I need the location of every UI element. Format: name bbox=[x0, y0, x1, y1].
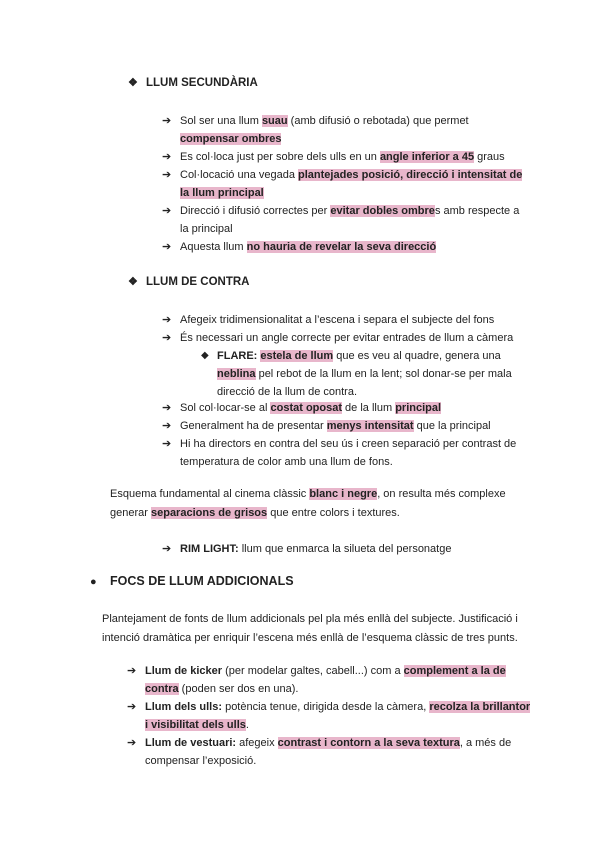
arrow-bullet-icon: ➔ bbox=[162, 332, 172, 344]
text-span: menys intensitat bbox=[326, 420, 414, 432]
text-span: que la principal bbox=[413, 420, 491, 432]
text-span: contrast i contorn a la seva textura bbox=[277, 737, 460, 749]
text-span: potència tenue, dirigida desde la càmera, bbox=[222, 701, 430, 713]
text-span: Col·locació una vegada bbox=[180, 169, 299, 181]
list-item bbox=[162, 202, 520, 238]
text-span: Plantejament de fonts de llum addicionals pel pla més enllà del subjecte. Justificació i intenció dramàtica per enriquir l’escena més enllà de l’esquema clàssic de tres punts. bbox=[102, 613, 518, 644]
arrow-bullet-icon: ➔ bbox=[162, 402, 172, 414]
text-span: Llum de kicker bbox=[145, 665, 223, 677]
text-span: que entre colors i textures. bbox=[267, 506, 400, 519]
arrow-bullet-icon: ➔ bbox=[162, 543, 172, 555]
arrow-bullet-icon: ➔ bbox=[162, 438, 172, 450]
paragraph-plantejament bbox=[102, 610, 534, 647]
arrow-bullet-icon: ➔ bbox=[162, 241, 172, 253]
text-span: no hauria de revelar la seva direcció bbox=[246, 241, 437, 253]
text-span: Afegeix tridimensionalitat a l’escena i separa el subjecte del fons bbox=[180, 314, 495, 326]
text-span: plantejades posició, direcció i intensitat de la llum principal bbox=[180, 169, 523, 199]
text-span: Esquema fundamental al cinema clàssic bbox=[110, 488, 310, 500]
diamond-bullet-icon: ❖ bbox=[128, 77, 138, 89]
text-span: blanc i negre bbox=[309, 488, 378, 500]
text-span: Sol ser una llum bbox=[180, 115, 262, 127]
bullet-dot-icon: ● bbox=[90, 576, 97, 588]
list-item bbox=[162, 435, 525, 471]
list-item bbox=[162, 329, 525, 347]
text-span: (amb difusió o rebotada) que permet bbox=[287, 115, 469, 127]
text-span: costat oposat bbox=[270, 402, 342, 414]
list-item bbox=[162, 112, 510, 148]
text-span: compensar ombres bbox=[180, 133, 282, 145]
arrow-bullet-icon: ➔ bbox=[127, 701, 137, 713]
text-span: neblina bbox=[217, 368, 256, 380]
text-span: estela de llum bbox=[260, 350, 334, 362]
list-item-vestuari bbox=[127, 734, 530, 770]
arrow-bullet-icon: ➔ bbox=[162, 420, 172, 432]
arrow-bullet-icon: ➔ bbox=[127, 737, 137, 749]
paragraph-esquema bbox=[110, 485, 510, 522]
text-span: pel rebot de la llum en la lent; sol donar-se per mala direcció de la llum de contra. bbox=[217, 368, 512, 398]
text-span: FLARE: bbox=[217, 350, 258, 362]
text-span: Es col·loca just per sobre dels ulls en un bbox=[180, 151, 380, 163]
diamond-bullet-icon: ❖ bbox=[128, 276, 138, 288]
section-heading-llum-secundaria bbox=[128, 76, 258, 89]
text-span: . bbox=[245, 719, 249, 731]
text-span: complement a la de contra bbox=[145, 665, 506, 695]
arrow-bullet-icon: ➔ bbox=[127, 665, 137, 677]
text-span: , on resulta més complexe generar bbox=[110, 488, 506, 519]
text-span: Direcció i difusió correctes per bbox=[180, 205, 331, 217]
list-item bbox=[162, 311, 525, 329]
list-item bbox=[162, 238, 520, 256]
text-span: LLUM DE CONTRA bbox=[146, 276, 250, 288]
text-span: LLUM SECUNDÀRIA bbox=[146, 77, 258, 89]
text-span: llum que enmarca la silueta del personatge bbox=[238, 543, 452, 555]
diamond-solid-bullet-icon: ◆ bbox=[201, 350, 209, 361]
text-span: separacions de grisos bbox=[150, 506, 268, 519]
text-span: principal bbox=[395, 402, 442, 414]
section-heading-focs-de-llum bbox=[90, 574, 294, 588]
text-span: És necessari un angle correcte per evitar entrades de llum a càmera bbox=[180, 332, 514, 344]
text-span: FOCS DE LLUM ADDICIONALS bbox=[110, 574, 294, 588]
text-span: que es veu al quadre, genera una bbox=[333, 350, 501, 362]
text-span: , a més de compensar l’exposició. bbox=[145, 737, 512, 767]
text-span: evitar dobles ombre bbox=[330, 205, 435, 217]
list-item-ulls bbox=[127, 698, 535, 734]
text-span: afegeix bbox=[236, 737, 278, 749]
text-span: s amb respecte a la principal bbox=[180, 205, 520, 235]
list-item bbox=[162, 417, 520, 435]
arrow-bullet-icon: ➔ bbox=[162, 115, 172, 127]
text-span: Aquesta llum bbox=[180, 241, 247, 253]
arrow-bullet-icon: ➔ bbox=[162, 314, 172, 326]
list-item-rim-light bbox=[162, 540, 520, 558]
text-span: Llum de vestuari: bbox=[145, 737, 237, 749]
text-span: (poden ser dos en una). bbox=[178, 683, 299, 695]
text-span: suau bbox=[261, 115, 288, 127]
text-span: (per modelar galtes, cabell...) com a bbox=[222, 665, 404, 677]
arrow-bullet-icon: ➔ bbox=[162, 205, 172, 217]
text-span: de la llum bbox=[342, 402, 396, 414]
text-span: Sol col·locar-se al bbox=[180, 402, 271, 414]
list-item-kicker bbox=[127, 662, 530, 698]
arrow-bullet-icon: ➔ bbox=[162, 169, 172, 181]
list-item bbox=[162, 148, 520, 166]
text-span: Llum dels ulls: bbox=[145, 701, 223, 713]
text-span: recolza la brillantor i visibilitat dels ulls bbox=[145, 701, 531, 731]
arrow-bullet-icon: ➔ bbox=[162, 151, 172, 163]
text-span: Hi ha directors en contra del seu ús i creen separació per contrast de temperatura de color amb una llum de fons. bbox=[180, 438, 517, 468]
text-span: graus bbox=[474, 151, 505, 163]
list-item bbox=[162, 166, 525, 202]
text-span: RIM LIGHT: bbox=[180, 543, 239, 555]
sub-list-item-flare bbox=[201, 347, 517, 401]
list-item bbox=[162, 399, 520, 417]
text-span: angle inferior a 45 bbox=[379, 151, 475, 163]
text-span: Generalment ha de presentar bbox=[180, 420, 327, 432]
section-heading-llum-de-contra bbox=[128, 275, 250, 288]
